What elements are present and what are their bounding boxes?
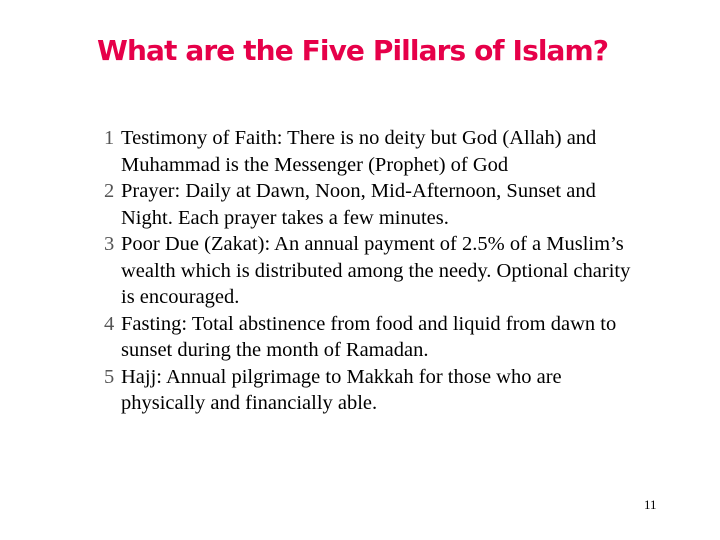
list-item: [104, 178, 644, 231]
pillars-list: [104, 125, 644, 417]
page-number: 11: [644, 497, 657, 512]
slide-title: What are the Five Pillars of Islam?: [97, 34, 609, 67]
list-item-number: 4: [104, 312, 115, 335]
list-item-text: Testimony of Faith: There is no deity but God (Allah) and Muhammad is the Messenger (Prophet) of God: [121, 127, 597, 176]
list-item-text: Poor Due (Zakat): An annual payment of 2.5% of a Muslim’s wealth which is distributed among the needy. Optional charity is encouraged.: [121, 233, 631, 308]
list-item-text: Prayer: Daily at Dawn, Noon, Mid-Afternoon, Sunset and Night. Each prayer takes a few minutes.: [121, 180, 596, 229]
list-item: [104, 125, 644, 178]
list-item-text: Fasting: Total abstinence from food and liquid from dawn to sunset during the month of Ramadan.: [121, 312, 617, 361]
list-item-text: Hajj: Annual pilgrimage to Makkah for those who are physically and financially able.: [121, 365, 562, 414]
list-item-number: 1: [104, 127, 115, 149]
list-item: [104, 231, 644, 311]
list-item-number: 5: [104, 365, 115, 388]
list-item-number: 2: [104, 180, 115, 202]
list-item: [104, 364, 644, 417]
list-item-number: 3: [104, 233, 115, 255]
list-item: [104, 311, 644, 364]
